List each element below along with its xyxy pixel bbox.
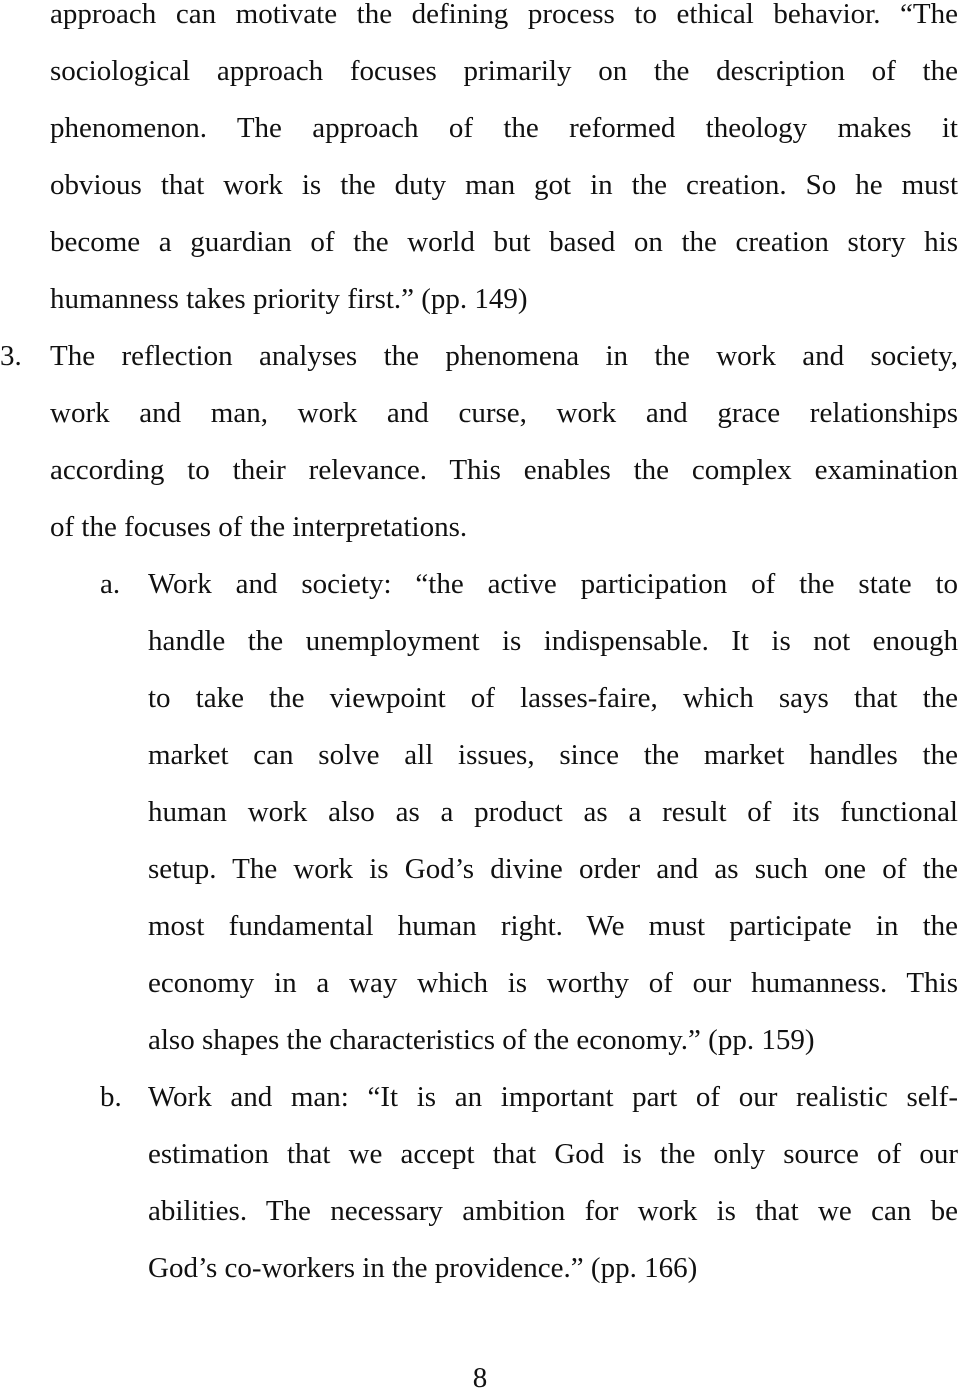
- text-line: humanness takes priority first.” (pp. 149): [50, 283, 528, 315]
- text-line: work and man, work and curse, work and grace relationships: [50, 397, 958, 429]
- text-line: Work and man: “It is an important part of our realistic self-: [148, 1081, 958, 1113]
- text-line: Work and society: “the active participation of the state to: [148, 568, 958, 600]
- text-line: setup. The work is God’s divine order and as such one of the: [148, 853, 958, 885]
- text-line: obvious that work is the duty man got in the creation. So he must: [50, 169, 958, 201]
- text-line: market can solve all issues, since the market handles the: [148, 739, 958, 771]
- text-line: sociological approach focuses primarily on the description of the: [50, 55, 958, 87]
- text-line: God’s co-workers in the providence.” (pp. 166): [148, 1252, 698, 1284]
- text-line: abilities. The necessary ambition for work is that we can be: [148, 1195, 958, 1227]
- text-line: The reflection analyses the phenomena in the work and society,: [50, 340, 958, 372]
- list-marker: 3.: [0, 340, 22, 372]
- text-line: become a guardian of the world but based on the creation story his: [50, 226, 958, 258]
- list-marker: b.: [100, 1081, 122, 1113]
- text-line: estimation that we accept that God is the only source of our: [148, 1138, 958, 1170]
- text-line: economy in a way which is worthy of our humanness. This: [148, 967, 958, 999]
- page-number: 8: [472, 1362, 488, 1394]
- text-line: human work also as a product as a result of its functional: [148, 796, 958, 828]
- text-line: approach can motivate the defining process to ethical behavior. “The: [50, 0, 958, 30]
- text-line: of the focuses of the interpretations.: [50, 511, 468, 543]
- text-line: to take the viewpoint of lasses-faire, which says that the: [148, 682, 958, 714]
- text-line: phenomenon. The approach of the reformed theology makes it: [50, 112, 958, 144]
- text-line: according to their relevance. This enables the complex examination: [50, 454, 958, 486]
- text-line: most fundamental human right. We must participate in the: [148, 910, 958, 942]
- text-line: also shapes the characteristics of the economy.” (pp. 159): [148, 1024, 815, 1056]
- text-line: handle the unemployment is indispensable. It is not enough: [148, 625, 958, 657]
- list-marker: a.: [100, 568, 121, 600]
